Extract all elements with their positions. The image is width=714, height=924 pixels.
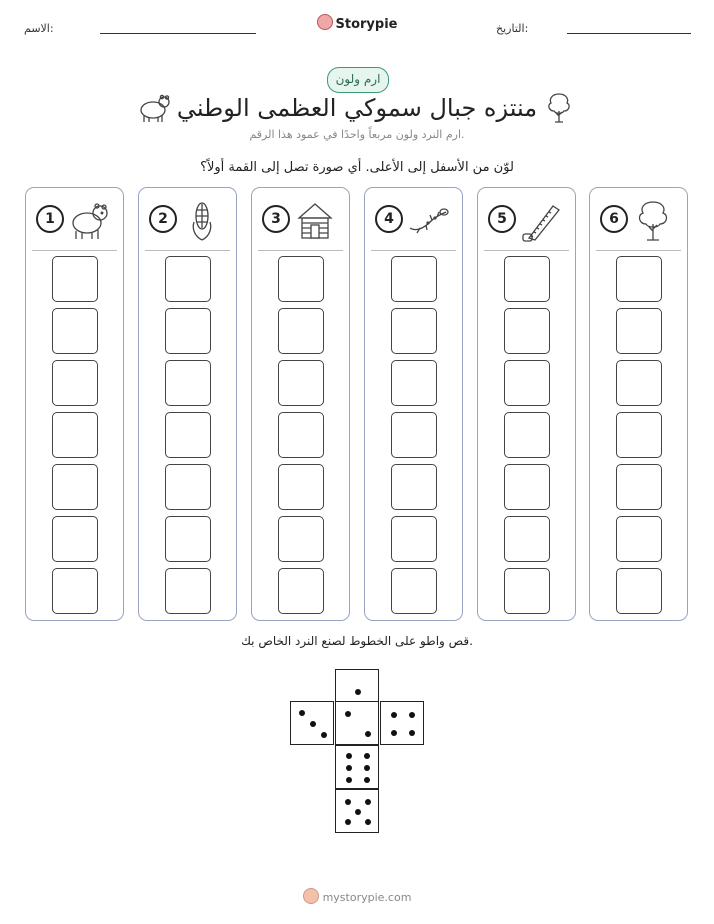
color-box[interactable] xyxy=(52,464,98,510)
color-box[interactable] xyxy=(504,568,550,614)
color-box[interactable] xyxy=(165,516,211,562)
color-box[interactable] xyxy=(616,308,662,354)
color-box[interactable] xyxy=(391,516,437,562)
color-box[interactable] xyxy=(278,308,324,354)
page-subtitle: ارم النرد ولون مربعاً واحدًا في عمود هذا الرقم. xyxy=(249,128,465,141)
cabin-icon xyxy=(293,198,337,242)
color-box[interactable] xyxy=(52,568,98,614)
die-face-5 xyxy=(335,789,379,833)
die-face-3 xyxy=(290,701,334,745)
saw-icon xyxy=(519,198,563,242)
color-box[interactable] xyxy=(391,360,437,406)
column-number: 5 xyxy=(488,205,516,233)
footer xyxy=(0,888,714,904)
color-box[interactable] xyxy=(52,256,98,302)
column-number: 6 xyxy=(600,205,628,233)
brand-name: Storypie xyxy=(335,17,398,32)
color-box[interactable] xyxy=(278,568,324,614)
pip xyxy=(355,809,361,815)
column-number: 2 xyxy=(149,205,177,233)
color-box[interactable] xyxy=(278,464,324,510)
color-box[interactable] xyxy=(165,568,211,614)
color-box[interactable] xyxy=(504,464,550,510)
color-box[interactable] xyxy=(165,308,211,354)
corn-icon xyxy=(180,198,224,242)
pip xyxy=(310,721,316,727)
color-box[interactable] xyxy=(278,412,324,458)
pip xyxy=(365,799,371,805)
color-box[interactable] xyxy=(278,360,324,406)
color-box[interactable] xyxy=(616,516,662,562)
color-box[interactable] xyxy=(391,308,437,354)
dice-column-1 xyxy=(25,187,124,621)
page-title: منتزه جبال سموكي العظمى الوطني xyxy=(176,94,538,122)
dice-column-2 xyxy=(138,187,237,621)
name-label: الاسم: xyxy=(24,22,54,35)
color-box[interactable] xyxy=(504,308,550,354)
pip xyxy=(409,730,415,736)
color-box[interactable] xyxy=(165,464,211,510)
roll-color-badge: ارم ولون xyxy=(327,67,389,93)
date-line[interactable] xyxy=(567,33,691,34)
column-divider xyxy=(32,250,117,251)
column-divider xyxy=(258,250,343,251)
die-face-6 xyxy=(335,745,379,789)
color-box[interactable] xyxy=(504,412,550,458)
date-label: التاريخ: xyxy=(496,22,529,35)
footer-url[interactable]: mystorypie.com xyxy=(322,891,412,904)
color-box[interactable] xyxy=(504,360,550,406)
column-divider xyxy=(484,250,569,251)
footer-logo-icon xyxy=(303,888,319,904)
pip xyxy=(346,753,352,759)
pip xyxy=(345,711,351,717)
dice-column-3 xyxy=(251,187,350,621)
bear-icon xyxy=(67,198,111,242)
pip xyxy=(365,819,371,825)
color-box[interactable] xyxy=(165,412,211,458)
pip xyxy=(364,765,370,771)
color-box[interactable] xyxy=(391,568,437,614)
column-divider xyxy=(145,250,230,251)
color-box[interactable] xyxy=(616,464,662,510)
color-box[interactable] xyxy=(504,516,550,562)
color-box[interactable] xyxy=(616,256,662,302)
column-divider xyxy=(371,250,456,251)
dice-column-5 xyxy=(477,187,576,621)
pip xyxy=(321,732,327,738)
color-box[interactable] xyxy=(52,308,98,354)
die-face-4 xyxy=(380,701,424,745)
pip xyxy=(346,777,352,783)
name-line[interactable] xyxy=(100,33,256,34)
pip xyxy=(345,819,351,825)
color-box[interactable] xyxy=(52,360,98,406)
pip xyxy=(299,710,305,716)
pip xyxy=(345,799,351,805)
dice-column-4 xyxy=(364,187,463,621)
tree-icon xyxy=(544,90,574,124)
color-box[interactable] xyxy=(52,516,98,562)
pip xyxy=(346,765,352,771)
column-number: 3 xyxy=(262,205,290,233)
salamander-icon xyxy=(406,198,450,242)
column-number: 4 xyxy=(375,205,403,233)
tree-icon xyxy=(631,198,675,242)
color-box[interactable] xyxy=(616,568,662,614)
column-number: 1 xyxy=(36,205,64,233)
pip xyxy=(409,712,415,718)
question-text: لوّن من الأسفل إلى الأعلى. أي صورة تصل إلى القمة أولاً؟ xyxy=(200,160,514,175)
color-box[interactable] xyxy=(391,412,437,458)
pip xyxy=(365,731,371,737)
color-box[interactable] xyxy=(616,360,662,406)
die-net xyxy=(290,669,424,835)
color-box[interactable] xyxy=(278,256,324,302)
color-box[interactable] xyxy=(616,412,662,458)
cut-instruction: قص واطو على الخطوط لصنع النرد الخاص بك. xyxy=(241,634,473,648)
color-box[interactable] xyxy=(165,256,211,302)
pip xyxy=(391,712,397,718)
color-box[interactable] xyxy=(278,516,324,562)
storypie-logo-icon xyxy=(317,14,333,30)
pip xyxy=(391,730,397,736)
die-face-2 xyxy=(335,701,379,745)
color-box[interactable] xyxy=(391,464,437,510)
dice-column-6 xyxy=(589,187,688,621)
color-box[interactable] xyxy=(504,256,550,302)
pip xyxy=(355,689,361,695)
color-box[interactable] xyxy=(391,256,437,302)
color-box[interactable] xyxy=(52,412,98,458)
pip xyxy=(364,777,370,783)
brand-logo xyxy=(0,14,714,32)
pip xyxy=(364,753,370,759)
column-divider xyxy=(596,250,681,251)
color-box[interactable] xyxy=(165,360,211,406)
